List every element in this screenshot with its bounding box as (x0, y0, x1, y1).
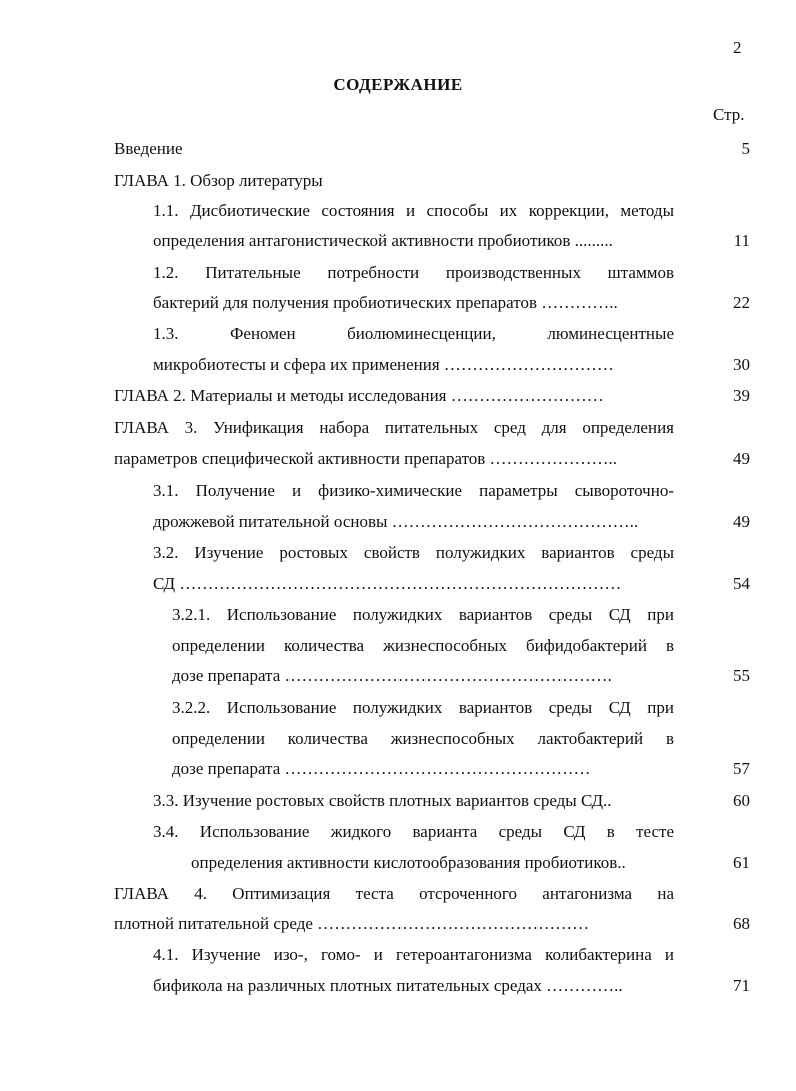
toc-entry-text: определении количества жизнеспособных лактобактерий в (172, 729, 674, 748)
toc-entry-text: определении количества жизнеспособных бифидобактерий в (172, 636, 674, 655)
toc-entry-page: 68 (733, 914, 750, 933)
toc-entry-text: дозе препарата …………………………………………………. (172, 666, 612, 685)
toc-entry-text: дозе препарата ……………………………………………… (172, 759, 591, 778)
toc-entry-text: 1.1. Дисбиотические состояния и способы их коррекции, методы (153, 201, 674, 220)
toc-entry-text: определения антагонистической активности пробиотиков ......... (153, 231, 613, 250)
toc-entry-text: Введение (114, 139, 183, 158)
toc-entry-text: 1.2. Питательные потребности производственных штаммов (153, 263, 674, 282)
toc-entry-text: 3.2. Изучение ростовых свойств полужидких вариантов среды (153, 543, 674, 562)
toc-entry-text: 3.1. Получение и физико-химические параметры сывороточно- (153, 481, 674, 500)
toc-entry-text: СД …………………………………………………………………… (153, 574, 622, 593)
toc-entry-page: 55 (733, 666, 750, 685)
page-column-label: Стр. (713, 105, 745, 124)
toc-entry-page: 5 (741, 139, 750, 158)
toc-entry-text: 3.2.2. Использование полужидких вариантов среды СД при (172, 698, 674, 717)
toc-entry-text: ГЛАВА 3. Унификация набора питательных сред для определения (114, 418, 674, 437)
toc-entry-text: 3.3. Изучение ростовых свойств плотных вариантов среды СД.. (153, 791, 612, 810)
toc-entry-page: 60 (733, 791, 750, 810)
toc-entry-page: 54 (733, 574, 750, 593)
toc-entry-text: определения активности кислотообразования пробиотиков.. (191, 853, 626, 872)
toc-entry-text: дрожжевой питательной основы …………………………………….. (153, 512, 639, 531)
toc-entry-text: 4.1. Изучение изо-, гомо- и гетероантагонизма колибактерина и (153, 945, 674, 964)
toc-entry-text: 3.2.1. Использование полужидких вариантов среды СД при (172, 605, 674, 624)
toc-entry-text: параметров специфической активности препаратов ………………….. (114, 449, 618, 468)
toc-entry-text: 3.4. Использование жидкого варианта среды СД в тесте (153, 822, 674, 841)
toc-entry-text: ГЛАВА 4. Оптимизация теста отсроченного антагонизма на (114, 884, 674, 903)
toc-entry-text: ГЛАВА 1. Обзор литературы (114, 171, 323, 190)
toc-entry-text: микробиотесты и сфера их применения ………………………… (153, 355, 614, 374)
toc-entry-page: 49 (733, 512, 750, 531)
page-title: СОДЕРЖАНИЕ (333, 75, 463, 94)
toc-entry-page: 22 (733, 293, 750, 312)
toc-entry-text: ГЛАВА 2. Материалы и методы исследования ……………………… (114, 386, 604, 405)
toc-entry-page: 30 (733, 355, 750, 374)
toc-entry-text: плотной питательной среде ………………………………………… (114, 914, 590, 933)
toc-entry-page: 61 (733, 853, 750, 872)
page-number: 2 (733, 38, 742, 57)
toc-entry-page: 11 (733, 231, 750, 250)
toc-entry-page: 57 (733, 759, 750, 778)
toc-entry-page: 39 (733, 386, 750, 405)
toc-entry-page: 49 (733, 449, 750, 468)
toc-entry-text: 1.3. Феномен биолюминесценции, люминесцентные (153, 324, 674, 343)
toc-entry-text: бактерий для получения пробиотических препаратов ………….. (153, 293, 618, 312)
toc-entry-text: бификола на различных плотных питательных средах ………….. (153, 976, 623, 995)
toc-entry-page: 71 (733, 976, 750, 995)
